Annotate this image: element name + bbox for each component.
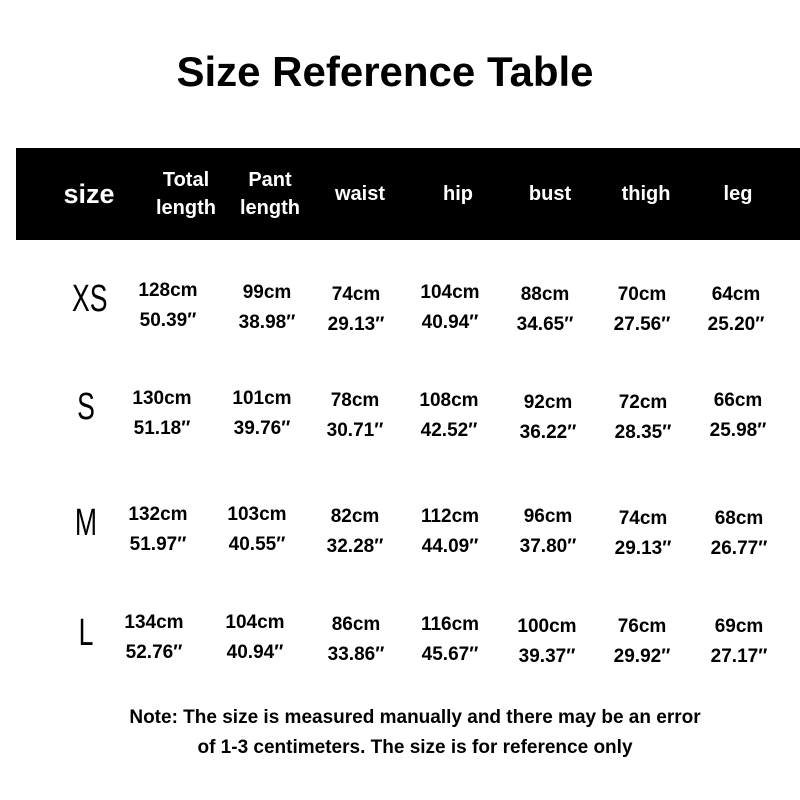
footnote-line1: Note: The size is measured manually and there may be an error bbox=[129, 707, 701, 728]
size-label: S bbox=[77, 386, 95, 428]
header-size-label: size bbox=[63, 179, 115, 209]
header-size bbox=[44, 148, 134, 240]
page-title: Size Reference Table bbox=[176, 48, 594, 95]
leg-cell: 69cm 27.17″ bbox=[710, 616, 768, 667]
header-thigh-label: thigh bbox=[621, 183, 671, 205]
total-length-cell: 134cm 52.76″ bbox=[124, 612, 184, 663]
hip-cell: 116cm 45.67″ bbox=[420, 614, 480, 665]
pant-length-cell: 101cm 39.76″ bbox=[232, 388, 292, 439]
header-pant-length-line2: length bbox=[240, 197, 300, 219]
pant-length-cell: 99cm 38.98″ bbox=[238, 282, 296, 333]
header-pant-length-line1: Pant bbox=[248, 169, 292, 191]
header-leg-label: leg bbox=[723, 183, 753, 205]
header-hip-label: hip bbox=[443, 183, 473, 205]
thigh-cell: 76cm 29.92″ bbox=[613, 616, 671, 667]
footnote bbox=[0, 703, 800, 763]
header-bust bbox=[500, 148, 600, 240]
total-length-cell: 132cm 51.97″ bbox=[128, 504, 188, 555]
thigh-cell: 72cm 28.35″ bbox=[614, 392, 672, 443]
leg-cell: 68cm 26.77″ bbox=[710, 508, 768, 559]
size-label: XS bbox=[72, 278, 108, 320]
header-thigh bbox=[596, 148, 696, 240]
header-bust-label: bust bbox=[528, 183, 572, 205]
hip-cell: 108cm 42.52″ bbox=[419, 390, 479, 441]
header-hip bbox=[408, 148, 508, 240]
waist-cell: 78cm 30.71″ bbox=[326, 390, 384, 441]
pant-length-cell: 104cm 40.94″ bbox=[225, 612, 285, 663]
size-label: M bbox=[74, 502, 98, 544]
pant-length-cell: 103cm 40.55″ bbox=[227, 504, 287, 555]
table-header bbox=[16, 148, 800, 240]
bust-cell: 100cm 39.37″ bbox=[517, 616, 577, 667]
leg-cell: 66cm 25.98″ bbox=[709, 390, 767, 441]
bust-cell: 92cm 36.22″ bbox=[519, 392, 577, 443]
header-total-length-line2: length bbox=[156, 197, 216, 219]
header-waist-label: waist bbox=[334, 183, 386, 205]
total-length-cell: 128cm 50.39″ bbox=[138, 280, 198, 331]
hip-cell: 104cm 40.94″ bbox=[420, 282, 480, 333]
hip-cell: 112cm 44.09″ bbox=[420, 506, 480, 557]
header-total-length-line1: Total bbox=[162, 169, 210, 191]
waist-cell: 74cm 29.13″ bbox=[327, 284, 385, 335]
waist-cell: 82cm 32.28″ bbox=[326, 506, 384, 557]
thigh-cell: 70cm 27.56″ bbox=[613, 284, 671, 335]
header-waist bbox=[310, 148, 410, 240]
bust-cell: 88cm 34.65″ bbox=[516, 284, 574, 335]
header-leg bbox=[688, 148, 788, 240]
footnote-line2: of 1-3 centimeters. The size is for reference only bbox=[197, 737, 633, 758]
header-pant-length bbox=[220, 148, 320, 240]
thigh-cell: 74cm 29.13″ bbox=[614, 508, 672, 559]
total-length-cell: 130cm 51.18″ bbox=[132, 388, 192, 439]
size-label: L bbox=[78, 612, 94, 654]
bust-cell: 96cm 37.80″ bbox=[519, 506, 577, 557]
waist-cell: 86cm 33.86″ bbox=[327, 614, 385, 665]
leg-cell: 64cm 25.20″ bbox=[707, 284, 765, 335]
